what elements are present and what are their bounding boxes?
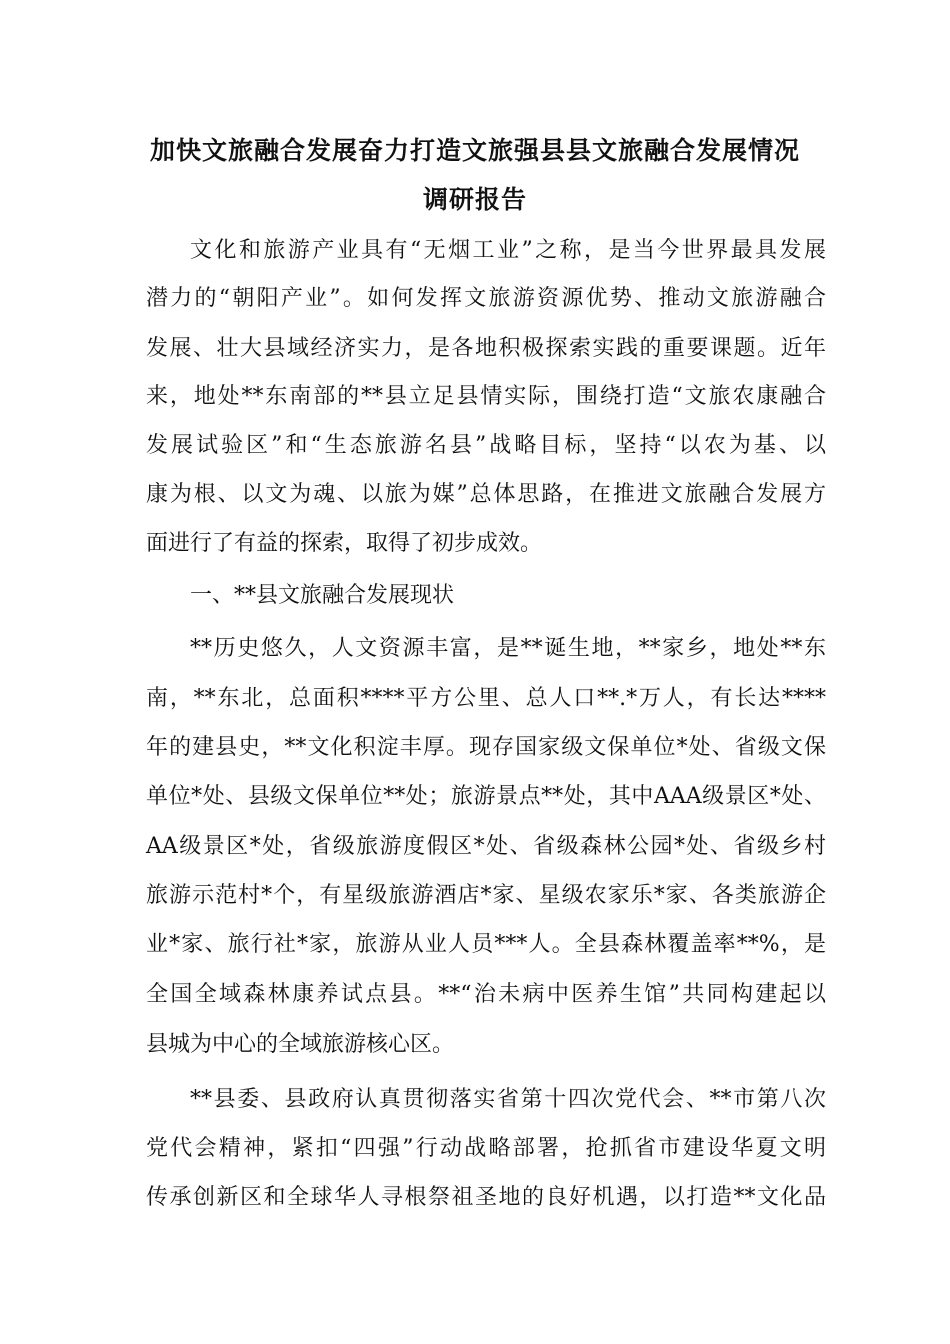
paragraph-2-line: 全国全域森林康养试点县。**“治未病中医养生馆”共同构建起以 (146, 982, 826, 1007)
document-title-line-1: 加快文旅融合发展奋力打造文旅强县县文旅融合发展情况 (149, 136, 800, 165)
paragraph-1-line: 潜力的“朝阳产业”。如何发挥文旅游资源优势、推动文旅游融合 (146, 286, 826, 311)
paragraph-1-line: 面进行了有益的探索，取得了初步成效。 (146, 531, 543, 556)
paragraph-2-line: 旅游示范村*个，有星级旅游酒店*家、星级农家乐*家、各类旅游企 (146, 883, 826, 908)
section-heading: 一、**县文旅融合发展现状 (190, 583, 455, 608)
document-title-line-2: 调研报告 (422, 185, 527, 214)
paragraph-3-line: **县委、县政府认真贯彻落实省第十四次党代会、**市第八次 (190, 1087, 826, 1112)
paragraph-2-line: 单位*处、县级文保单位**处；旅游景点**处，其中AAA级景区*处、 (146, 784, 826, 809)
paragraph-2-line: 县城为中心的全域旅游核心区。 (146, 1032, 455, 1057)
paragraph-2-line: AA级景区*处，省级旅游度假区*处、省级森林公园*处、省级乡村 (146, 834, 826, 859)
paragraph-2-line: 业*家、旅行社*家，旅游从业人员***人。全县森林覆盖率**%，是 (146, 932, 826, 957)
paragraph-3-line: 党代会精神，紧扣“四强”行动战略部署，抢抓省市建设华夏文明 (146, 1136, 826, 1161)
paragraph-2-line: 南，**东北，总面积****平方公里、总人口**.*万人，有长达**** (146, 686, 826, 711)
paragraph-3-line: 传承创新区和全球华人寻根祭祖圣地的良好机遇，以打造**文化品 (146, 1185, 826, 1210)
paragraph-1-line: 发展、壮大县域经济实力，是各地积极探索实践的重要课题。近年 (146, 336, 826, 361)
paragraph-1-line: 康为根、以文为魂、以旅为媒”总体思路，在推进文旅融合发展方 (146, 482, 826, 507)
paragraph-1-line: 来，地处**东南部的**县立足县情实际，围绕打造“文旅农康融合 (146, 384, 826, 409)
paragraph-1-line: 文化和旅游产业具有“无烟工业”之称，是当今世界最具发展 (190, 238, 826, 263)
paragraph-2-line: 年的建县史，**文化积淀丰厚。现存国家级文保单位*处、省级文保 (146, 735, 826, 760)
paragraph-1-line: 发展试验区”和“生态旅游名县”战略目标，坚持“以农为基、以 (146, 433, 826, 458)
paragraph-2-line: **历史悠久，人文资源丰富，是**诞生地，**家乡，地处**东 (190, 636, 826, 661)
